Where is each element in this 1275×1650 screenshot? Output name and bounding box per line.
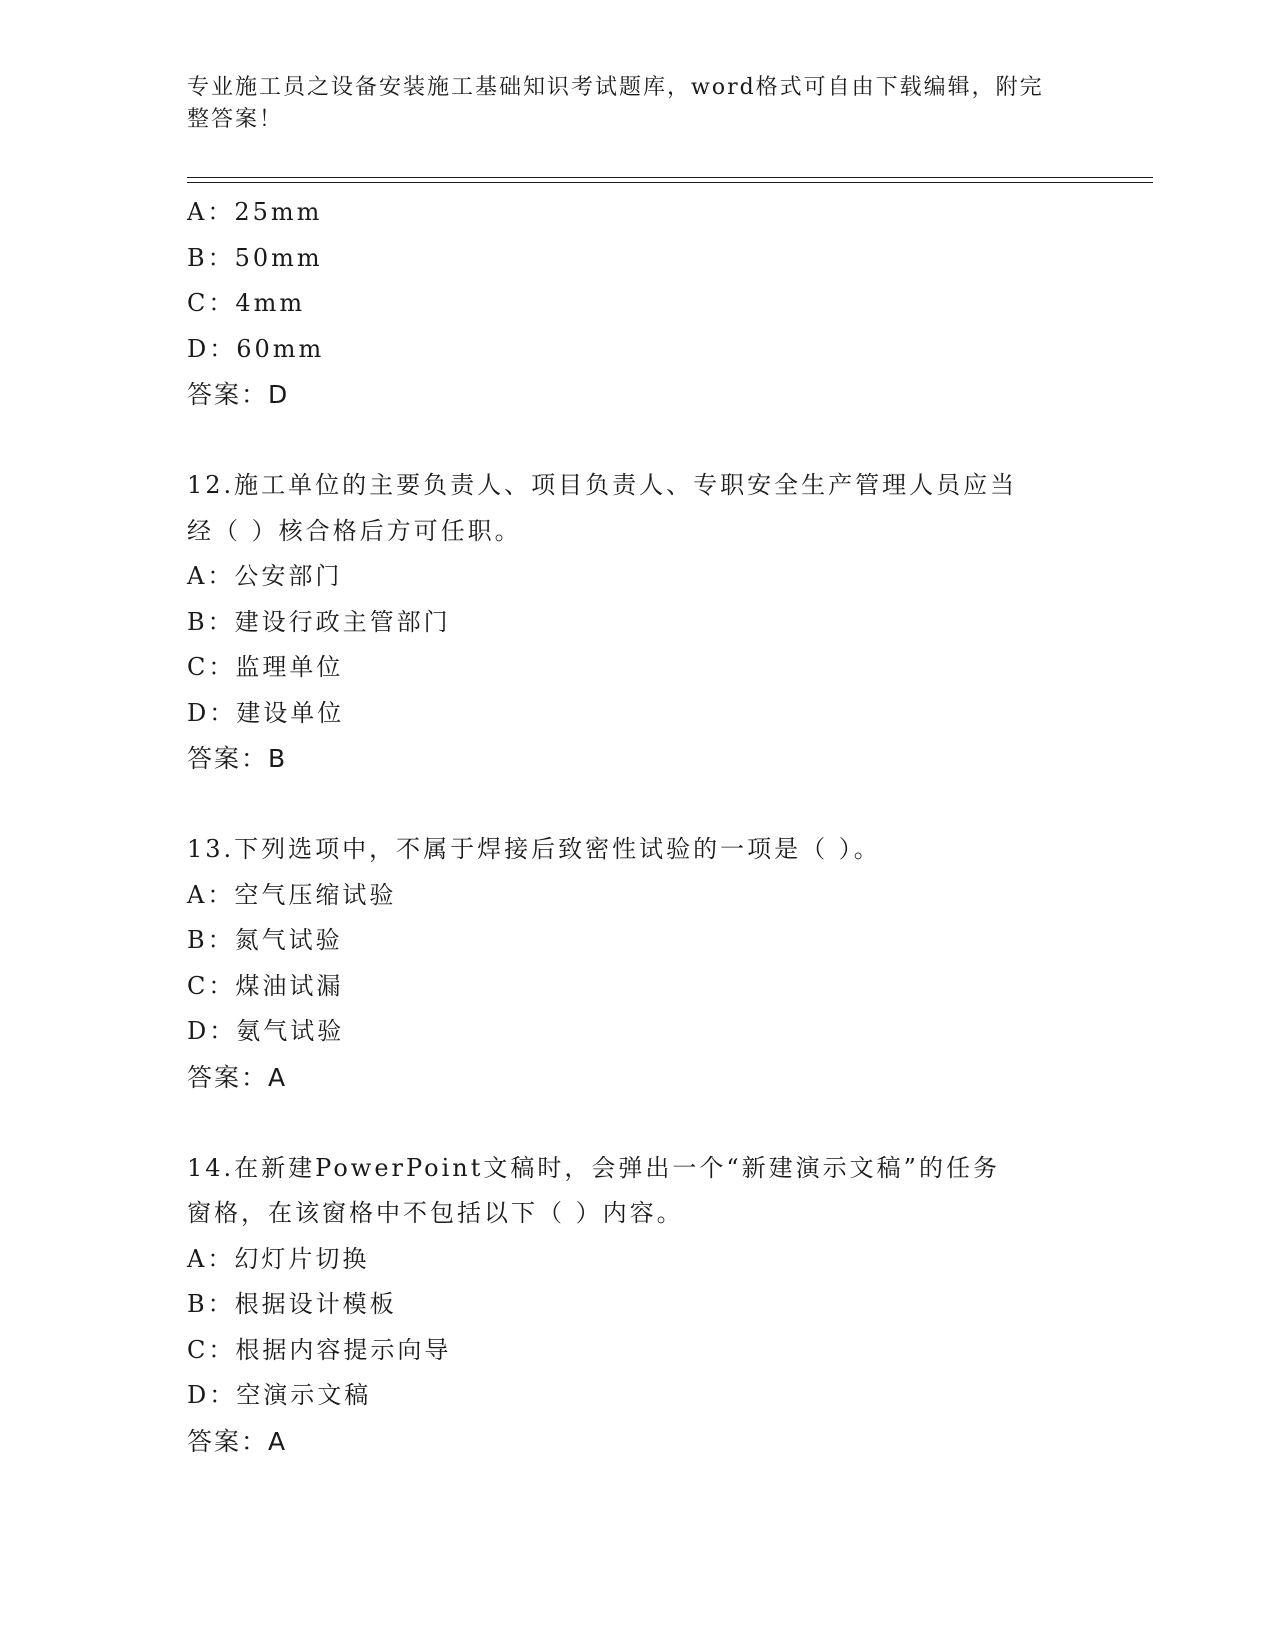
header-divider-bottom [187,182,1153,183]
question-block-14 [187,1146,1087,1465]
question-spacer [187,418,1087,464]
option-d: D：建设单位 [187,698,345,727]
question-spacer [187,782,1087,828]
answer-line: 答案：A [187,1062,288,1092]
option-d: D：60mm [187,334,325,363]
option-d: D：氨气试验 [187,1017,345,1045]
option-c: C：煤油试漏 [187,971,344,1000]
header-divider-top [187,177,1153,178]
option-d: D：空演示文稿 [187,1381,372,1409]
question-block-12 [187,463,1087,782]
option-c: C：4mm [187,289,306,317]
option-c: C：根据内容提示向导 [187,1335,452,1364]
option-b: B：氮气试验 [187,926,343,954]
answer-line: 答案：A [187,1426,288,1456]
option-b: B：根据设计模板 [187,1290,397,1318]
option-b: B：50mm [187,243,323,272]
question-stem-line: 12.施工单位的主要负责人、项目负责人、专职安全生产管理人员应当 [187,471,1018,499]
document-header: 专业施工员之设备安装施工基础知识考试题库，word格式可自由下载编辑，附完整答案！ [187,75,1044,132]
question-stem-line: 14.在新建PowerPoint文稿时，会弹出一个“新建演示文稿”的任务 [187,1153,1000,1182]
option-a: A：幻灯片切换 [187,1244,370,1273]
question-list [187,190,1087,1464]
option-c: C：监理单位 [187,653,344,681]
question-block-13 [187,827,1087,1100]
option-b: B：建设行政主管部门 [187,607,451,636]
question-stem-line: 窗格，在该窗格中不包括以下（ ）内容。 [187,1199,684,1227]
option-a: A：公安部门 [187,562,343,590]
option-a: A：空气压缩试验 [187,880,397,909]
answer-line: 答案：B [187,744,288,773]
option-a: A：25mm [187,198,323,226]
question-stem-line: 13.下列选项中，不属于焊接后致密性试验的一项是（ ）。 [187,835,881,863]
question-block-11 [187,190,1087,418]
question-spacer [187,1100,1087,1146]
answer-line: 答案：D [187,380,290,409]
question-stem-line: 经（ ）核合格后方可任职。 [187,516,522,545]
